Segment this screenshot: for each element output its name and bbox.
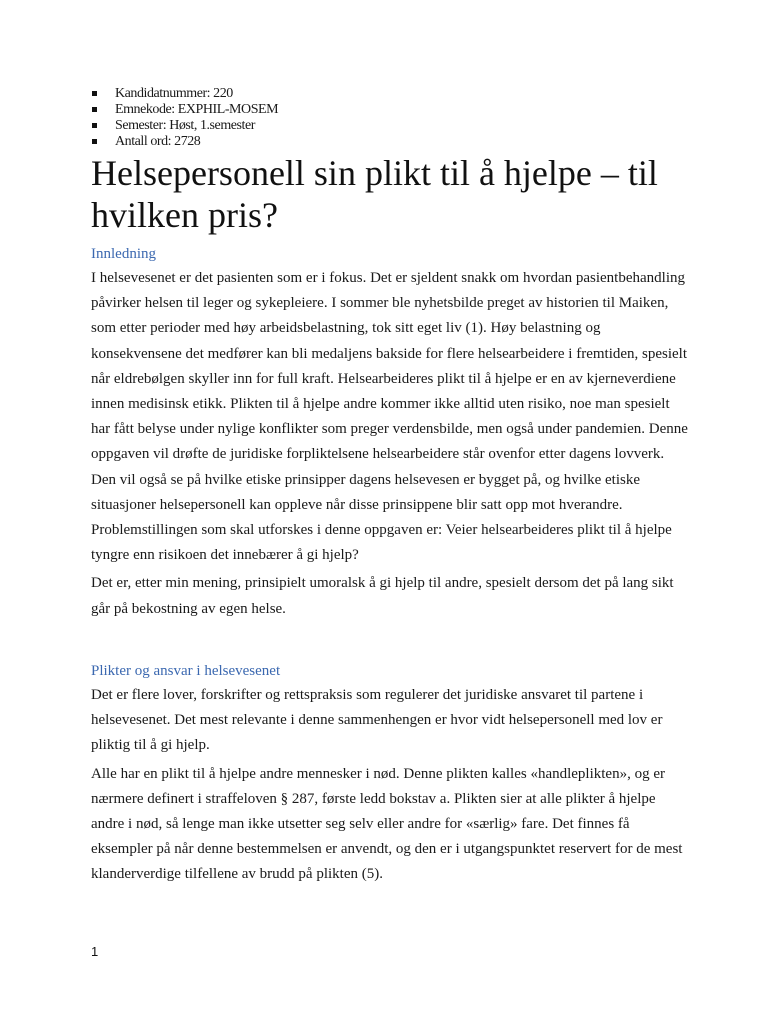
section-heading: Innledning (91, 246, 156, 262)
section-heading: Plikter og ansvar i helsevesenet (91, 663, 281, 679)
page-number: 1 (91, 944, 99, 959)
list-item (91, 118, 278, 134)
word-count: Antall ord: 2728 (115, 134, 201, 149)
list-item (91, 86, 278, 102)
paragraph: Det er, etter min mening, prinsipielt umoralsk å gi hjelp til andre, spesielt dersom det på lang sikt går på bekostning av egen helse. (91, 575, 674, 617)
paragraph: Det er flere lover, forskrifter og rettspraksis som regulerer det juridiske ansvaret til partene i helsevesenet. Det mest relevante i denne sammenhengen er hvor vidt helsepersonell med lov er pliktig til å gi hjelp. (91, 687, 663, 754)
list-item (91, 102, 278, 118)
document-title: Helsepersonell sin plikt til å hjelpe – til hvilken pris? (91, 153, 658, 235)
paragraph: Alle har en plikt til å hjelpe andre mennesker i nød. Denne plikten kalles «handleplikten», og er nærmere definert i straffeloven § 287, første ledd bokstav a. Plikten sier at alle plikter å hjelpe andre i nød, så lenge man ikke utsetter seg selv eller andre for «særlig» fare. Det finnes få eksempler på når denne bestemmelsen er anvendt, og den er i utgangspunktet reservert for de mest klanderverdige tilfellene av brudd på plikten (5). (91, 765, 683, 883)
section-introduction (91, 245, 691, 622)
candidate-number: Kandidatnummer: 220 (115, 86, 233, 101)
section-duties (91, 662, 691, 888)
candidate-info-list (91, 86, 278, 150)
list-item (91, 134, 278, 150)
course-code: Emnekode: EXPHIL-MOSEM (115, 102, 279, 117)
square-bullet-icon (92, 107, 97, 112)
square-bullet-icon (92, 139, 97, 144)
semester: Semester: Høst, 1.semester (115, 118, 255, 133)
square-bullet-icon (92, 91, 97, 96)
paragraph: I helsevesenet er det pasienten som er i fokus. Det er sjeldent snakk om hvordan pasientbehandling påvirker helsen til leger og sykepleiere. I sommer ble nyhetsbilde preget av historien til Maiken, som etter perioder med høy arbeidsbelastning, tok sitt eget liv (1). Høy belastning og konsekvensene det medfører kan bli medaljens bakside for flere helsearbeidere i fremtiden, spesielt når eldrebølgen skyller inn for full kraft. Helsearbeideres plikt til å hjelpe er en av kjerneverdiene innen medisinsk etikk. Plikten til å hjelpe andre kommer ikke alltid uten risiko, noe man spesielt har fått belyse under nylige konflikter som preger verdensbilde, men også under pandemien. Denne oppgaven vil drøfte de juridiske forpliktelsene helsearbeidere står ovenfor etter dagens lovverk. Den vil også se på hvilke etiske prinsipper dagens helsevesen er bygget på, og hvilke etiske situasjoner helsepersonell kan oppleve når disse prinsippene blir satt opp mot hverandre. Problemstillingen som skal utforskes i denne oppgaven er: Veier helsearbeideres plikt til å hjelpe tyngre enn risikoen det innebærer å gi hjelp? (91, 270, 688, 564)
square-bullet-icon (92, 123, 97, 128)
